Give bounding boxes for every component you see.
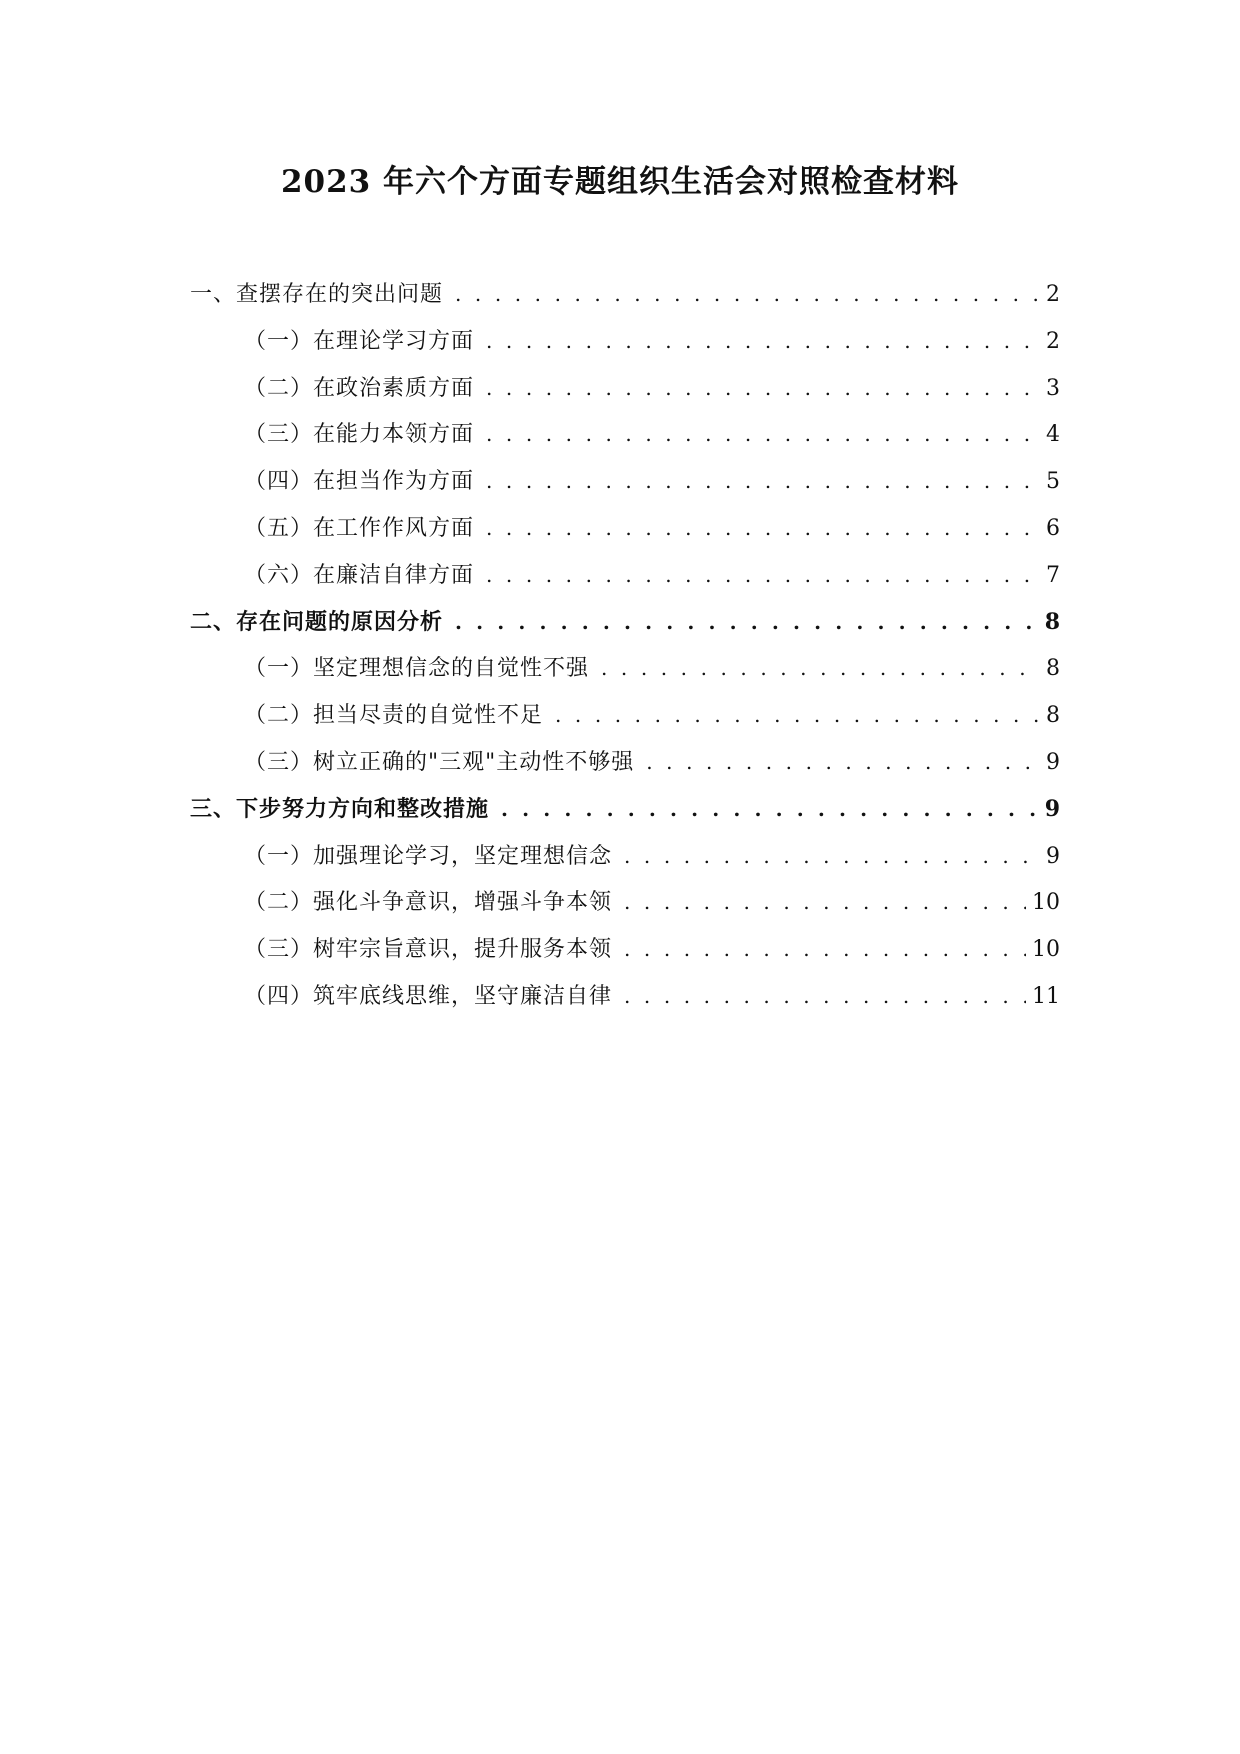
- toc-dot-leader: [624, 933, 1026, 965]
- toc-entry-label: （一）坚定理想信念的自觉性不强: [244, 656, 590, 682]
- toc-dot-leader: [486, 465, 1040, 497]
- toc-entry-label: （一）在理论学习方面: [244, 328, 475, 354]
- toc-dot-leader: [624, 840, 1040, 872]
- toc-subsection-entry[interactable]: [190, 652, 1060, 699]
- toc-dot-leader: [601, 652, 1040, 684]
- toc-entry-label: （二）担当尽责的自觉性不足: [244, 703, 544, 729]
- toc-dot-leader: [555, 699, 1040, 731]
- toc-page-number: 5: [1046, 469, 1060, 495]
- toc-subsection-entry[interactable]: [190, 933, 1060, 980]
- toc-dot-leader: [486, 325, 1040, 357]
- toc-dot-leader: [455, 278, 1040, 310]
- toc-subsection-entry[interactable]: [190, 559, 1060, 606]
- toc-subsection-entry[interactable]: [190, 699, 1060, 746]
- toc-page-number: 2: [1046, 328, 1060, 354]
- toc-page-number: 2: [1046, 282, 1060, 307]
- toc-page-number: 8: [1046, 656, 1060, 682]
- toc-dot-leader: [646, 746, 1040, 778]
- toc-entry-label: （四）在担当作为方面: [244, 469, 475, 495]
- toc-dot-leader: [486, 372, 1040, 404]
- toc-dot-leader: [486, 559, 1040, 591]
- toc-subsection-entry[interactable]: [190, 980, 1060, 1027]
- toc-entry-label: （五）在工作作风方面: [244, 515, 475, 541]
- toc-page-number: 6: [1046, 515, 1060, 541]
- toc-entry-label: （三）在能力本领方面: [244, 422, 475, 448]
- toc-entry-label: 一、查摆存在的突出问题: [190, 282, 444, 307]
- toc-page-number: 9: [1046, 843, 1060, 869]
- toc-page-number: 9: [1046, 749, 1060, 775]
- toc-page-number: 4: [1046, 422, 1060, 448]
- toc-page-number: 10: [1032, 937, 1060, 963]
- toc-subsection-entry[interactable]: [190, 512, 1060, 559]
- toc-page-number: 11: [1032, 983, 1060, 1009]
- toc-dot-leader: [486, 512, 1040, 544]
- toc-page-number: 9: [1044, 795, 1060, 822]
- toc-entry-label: （四）筑牢底线思维，坚守廉洁自律: [244, 983, 613, 1009]
- toc-page-number: 3: [1046, 375, 1060, 401]
- toc-entry-label: （二）强化斗争意识，增强斗争本领: [244, 890, 613, 916]
- page-title: 2023 年六个方面专题组织生活会对照检查材料: [280, 164, 960, 200]
- toc-dot-leader: [455, 606, 1039, 638]
- toc-subsection-entry[interactable]: [190, 840, 1060, 887]
- toc-entry-label: （三）树牢宗旨意识，提升服务本领: [244, 937, 613, 963]
- toc-entry-label: （一）加强理论学习，坚定理想信念: [244, 843, 613, 869]
- toc-dot-leader: [486, 418, 1040, 450]
- toc-page-number: 8: [1044, 608, 1060, 635]
- toc-subsection-entry[interactable]: [190, 372, 1060, 419]
- toc-section-entry[interactable]: [190, 606, 1060, 653]
- toc-subsection-entry[interactable]: [190, 886, 1060, 933]
- toc-entry-label: 二、存在问题的原因分析: [190, 608, 444, 635]
- toc-entry-label: （六）在廉洁自律方面: [244, 562, 475, 588]
- toc-entry-label: （二）在政治素质方面: [244, 375, 475, 401]
- toc-subsection-entry[interactable]: [190, 746, 1060, 793]
- toc-page-number: 8: [1046, 703, 1060, 729]
- toc-dot-leader: [501, 793, 1039, 825]
- toc-dot-leader: [624, 886, 1026, 918]
- toc-subsection-entry[interactable]: [190, 465, 1060, 512]
- toc-section-entry[interactable]: [190, 793, 1060, 840]
- toc-entry-label: （三）树立正确的"三观"主动性不够强: [244, 749, 635, 775]
- toc-subsection-entry[interactable]: [190, 418, 1060, 465]
- table-of-contents: [190, 278, 1060, 1027]
- toc-page-number: 10: [1032, 890, 1060, 916]
- toc-entry-label: 三、下步努力方向和整改措施: [190, 795, 490, 822]
- toc-dot-leader: [624, 980, 1026, 1012]
- toc-section-entry[interactable]: [190, 278, 1060, 325]
- toc-subsection-entry[interactable]: [190, 325, 1060, 372]
- toc-page-number: 7: [1046, 562, 1060, 588]
